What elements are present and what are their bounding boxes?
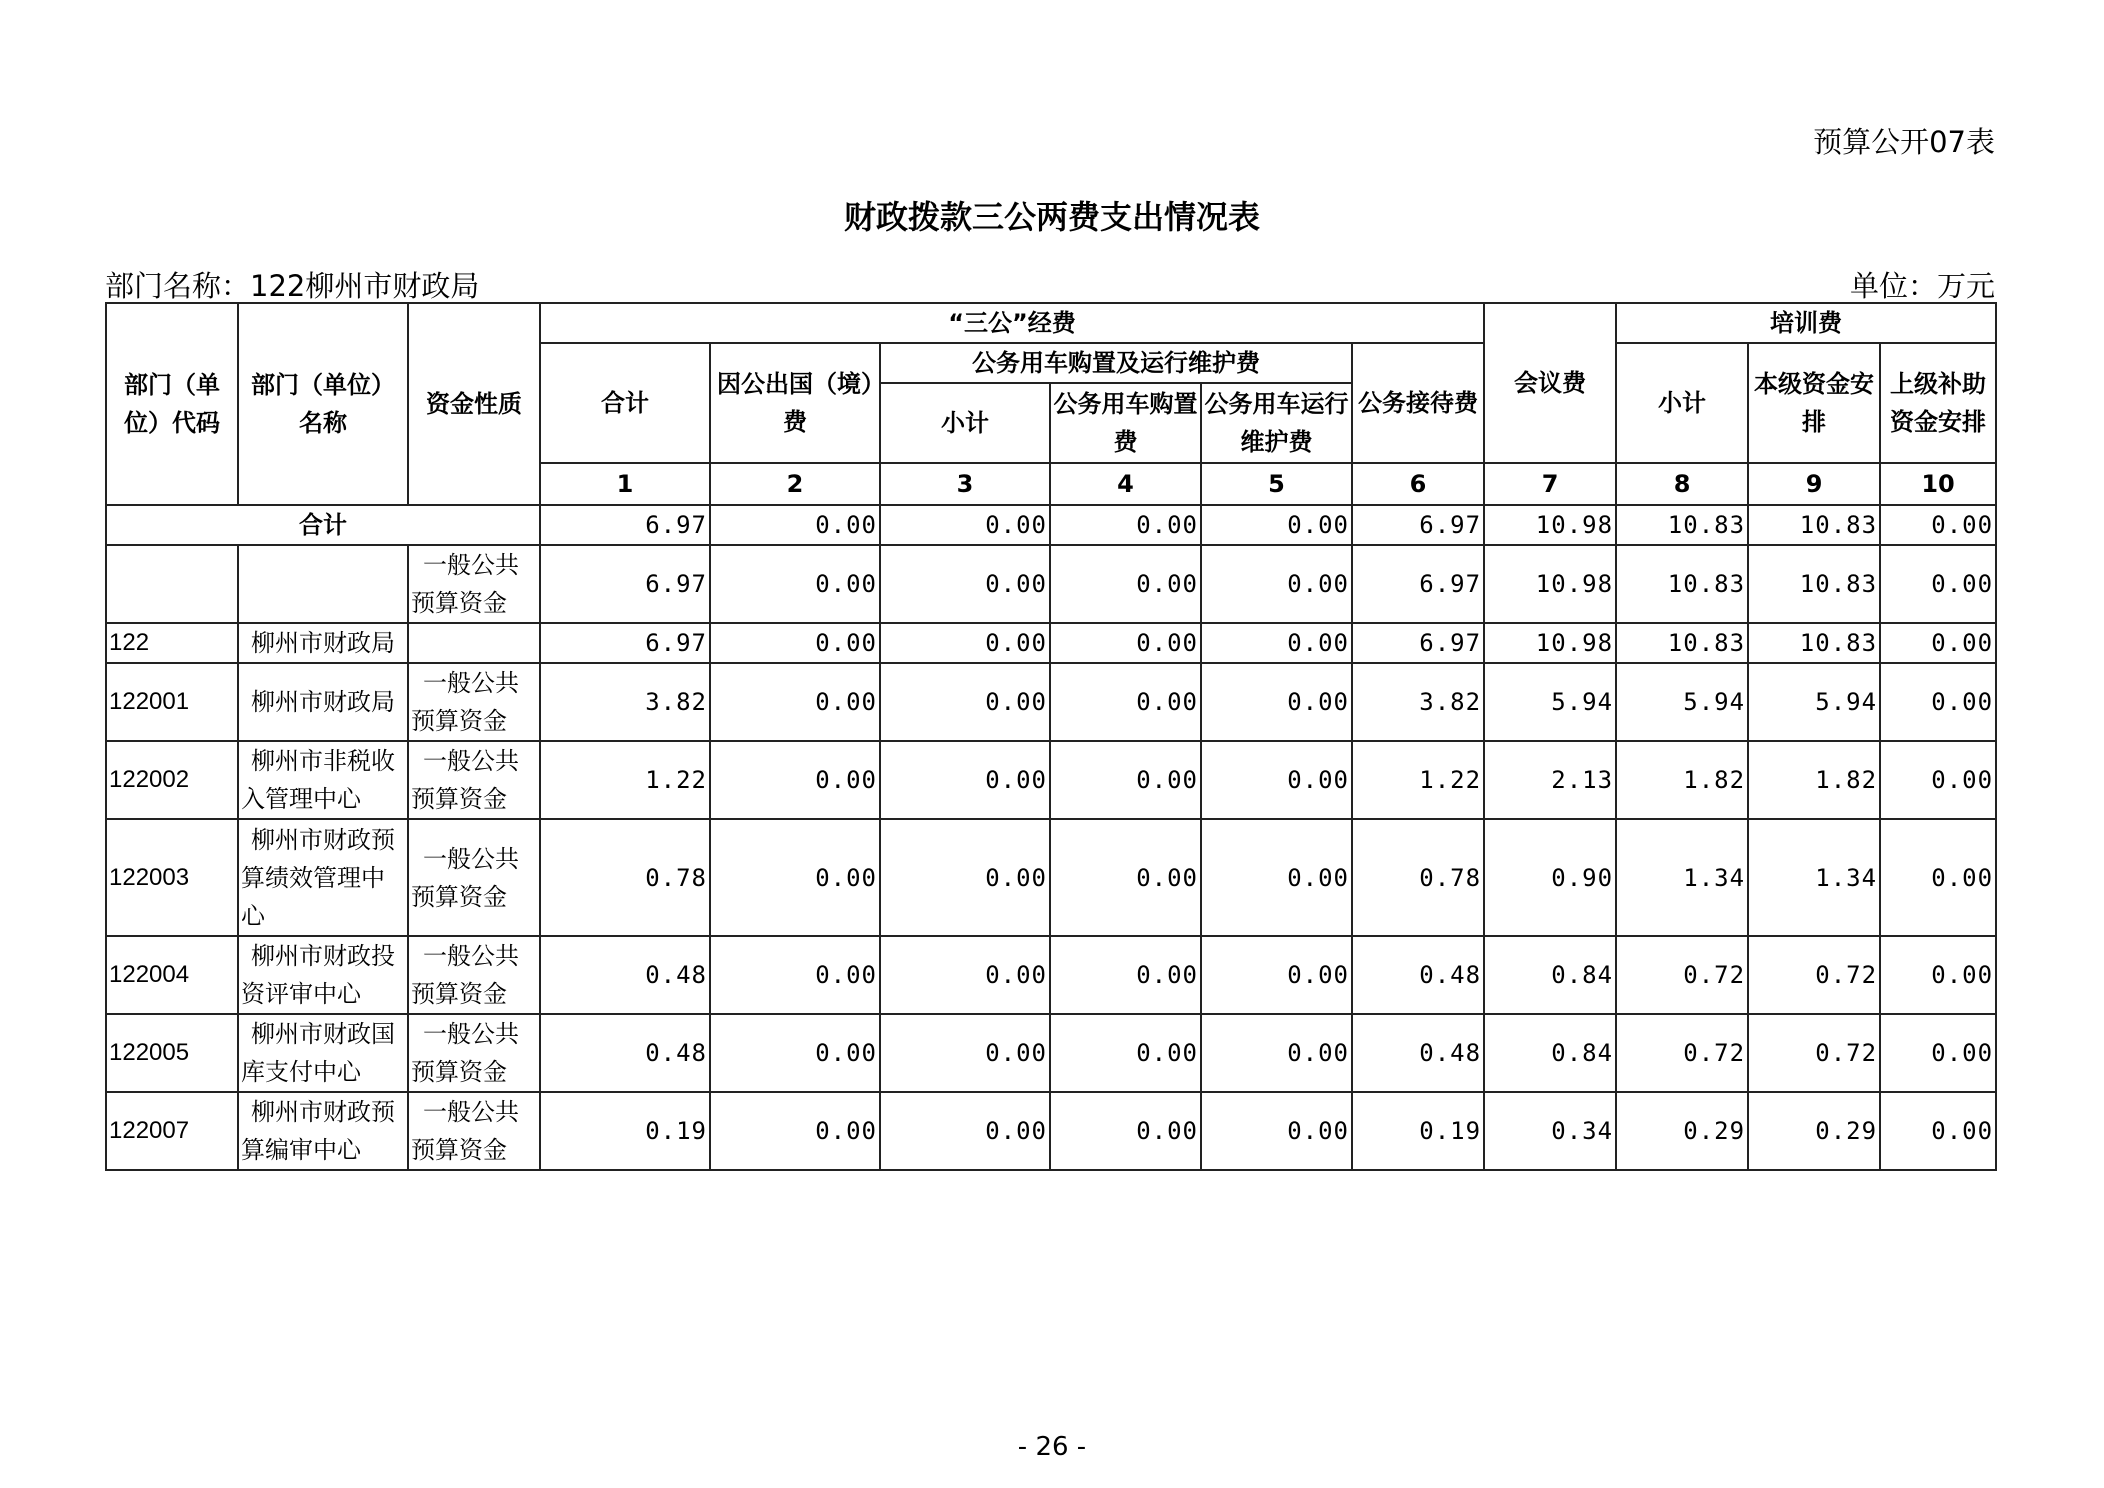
value-cell: 0.00 <box>880 1014 1050 1092</box>
column-number: 1 <box>540 463 710 505</box>
dept-code-cell: 122004 <box>106 936 238 1014</box>
table-row <box>106 1092 1996 1170</box>
value-cell: 3.82 <box>1352 663 1484 741</box>
dept-code-cell: 122 <box>106 623 238 663</box>
value-cell: 0.00 <box>1880 1092 1996 1170</box>
header-car-purchase: 公务用车购置费 <box>1050 383 1201 463</box>
value-cell: 0.00 <box>710 663 880 741</box>
header-train-local: 本级资金安排 <box>1748 343 1880 463</box>
value-cell: 1.34 <box>1748 819 1880 936</box>
value-cell: 0.00 <box>880 741 1050 819</box>
total-label: 合计 <box>106 505 540 545</box>
page-title: 财政拨款三公两费支出情况表 <box>843 198 1260 236</box>
value-cell: 6.97 <box>540 545 710 623</box>
value-cell: 10.98 <box>1484 623 1616 663</box>
table-row <box>106 819 1996 936</box>
value-cell: 0.72 <box>1748 1014 1880 1092</box>
value-cell: 0.72 <box>1616 936 1748 1014</box>
value-cell: 5.94 <box>1616 663 1748 741</box>
value-cell: 0.00 <box>710 741 880 819</box>
value-cell: 0.00 <box>1050 741 1201 819</box>
table-label: 预算公开07表 <box>1813 125 1995 159</box>
header-car-group: 公务用车购置及运行维护费 <box>880 343 1352 383</box>
value-cell: 0.00 <box>710 819 880 936</box>
value-cell: 5.94 <box>1484 663 1616 741</box>
fund-nature-cell <box>408 623 540 663</box>
value-cell: 0.00 <box>710 1014 880 1092</box>
dept-code-cell <box>106 545 238 623</box>
value-cell: 0.00 <box>880 819 1050 936</box>
value-cell: 0.00 <box>880 623 1050 663</box>
value-cell: 10.83 <box>1748 545 1880 623</box>
value-cell: 0.19 <box>1352 1092 1484 1170</box>
value-cell: 0.00 <box>1880 936 1996 1014</box>
value-cell: 2.13 <box>1484 741 1616 819</box>
value-cell: 0.84 <box>1484 936 1616 1014</box>
value-cell: 0.00 <box>1880 545 1996 623</box>
table-row <box>106 623 1996 663</box>
value-cell: 10.83 <box>1616 545 1748 623</box>
header-reception: 公务接待费 <box>1352 343 1484 463</box>
column-number: 2 <box>710 463 880 505</box>
fund-nature-cell: 一般公共预算资金 <box>408 819 540 936</box>
table-row <box>106 663 1996 741</box>
dept-code-cell: 122001 <box>106 663 238 741</box>
dept-name-cell: 柳州市非税收入管理中心 <box>238 741 408 819</box>
dept-code-cell: 122002 <box>106 741 238 819</box>
value-cell: 0.00 <box>1050 936 1201 1014</box>
header-total: 合计 <box>540 343 710 463</box>
value-cell: 0.34 <box>1484 1092 1616 1170</box>
total-value: 0.00 <box>880 505 1050 545</box>
dept-code-cell: 122005 <box>106 1014 238 1092</box>
total-value: 6.97 <box>540 505 710 545</box>
header-train-upper: 上级补助资金安排 <box>1880 343 1996 463</box>
value-cell: 0.00 <box>1880 663 1996 741</box>
value-cell: 0.00 <box>880 663 1050 741</box>
fund-nature-cell: 一般公共预算资金 <box>408 545 540 623</box>
total-value: 10.83 <box>1616 505 1748 545</box>
value-cell: 0.00 <box>710 1092 880 1170</box>
value-cell: 0.29 <box>1748 1092 1880 1170</box>
value-cell: 0.19 <box>540 1092 710 1170</box>
value-cell: 0.48 <box>540 1014 710 1092</box>
value-cell: 0.00 <box>1050 1092 1201 1170</box>
header-train-subtotal: 小计 <box>1616 343 1748 463</box>
header-nature: 资金性质 <box>408 303 540 505</box>
total-value: 10.98 <box>1484 505 1616 545</box>
value-cell: 0.29 <box>1616 1092 1748 1170</box>
column-number: 5 <box>1201 463 1352 505</box>
value-cell: 3.82 <box>540 663 710 741</box>
value-cell: 5.94 <box>1748 663 1880 741</box>
value-cell: 0.00 <box>1201 741 1352 819</box>
column-number: 8 <box>1616 463 1748 505</box>
table-row <box>106 1014 1996 1092</box>
value-cell: 0.00 <box>1880 819 1996 936</box>
total-value: 0.00 <box>1050 505 1201 545</box>
table-body <box>106 505 1996 1170</box>
unit-label: 单位：万元 <box>1849 269 1995 303</box>
total-row <box>106 505 1996 545</box>
header-meeting: 会议费 <box>1484 303 1616 463</box>
value-cell: 0.00 <box>1880 741 1996 819</box>
value-cell: 0.78 <box>540 819 710 936</box>
value-cell: 0.84 <box>1484 1014 1616 1092</box>
value-cell: 0.00 <box>1880 1014 1996 1092</box>
dept-name-cell: 柳州市财政投资评审中心 <box>238 936 408 1014</box>
value-cell: 0.90 <box>1484 819 1616 936</box>
dept-name-cell: 柳州市财政国库支付中心 <box>238 1014 408 1092</box>
value-cell: 10.83 <box>1748 623 1880 663</box>
value-cell: 0.00 <box>710 623 880 663</box>
value-cell: 0.48 <box>1352 936 1484 1014</box>
table-row <box>106 741 1996 819</box>
value-cell: 0.00 <box>710 545 880 623</box>
table-row <box>106 936 1996 1014</box>
dept-name-cell: 柳州市财政局 <box>238 623 408 663</box>
page-number: - 26 - <box>1017 1432 1087 1462</box>
value-cell: 0.00 <box>1050 663 1201 741</box>
value-cell: 1.34 <box>1616 819 1748 936</box>
dept-name-cell: 柳州市财政局 <box>238 663 408 741</box>
fund-nature-cell: 一般公共预算资金 <box>408 1092 540 1170</box>
header-code: 部门（单位）代码 <box>106 303 238 505</box>
value-cell: 1.22 <box>540 741 710 819</box>
department-label: 部门名称：122柳州市财政局 <box>105 269 480 303</box>
total-value: 10.83 <box>1748 505 1880 545</box>
value-cell: 1.22 <box>1352 741 1484 819</box>
value-cell: 1.82 <box>1616 741 1748 819</box>
value-cell: 0.00 <box>880 1092 1050 1170</box>
header-abroad: 因公出国（境）费 <box>710 343 880 463</box>
header-car-subtotal: 小计 <box>880 383 1050 463</box>
header-group-training: 培训费 <box>1616 303 1996 343</box>
value-cell: 0.72 <box>1748 936 1880 1014</box>
column-number: 9 <box>1748 463 1880 505</box>
dept-code-cell: 122007 <box>106 1092 238 1170</box>
value-cell: 0.00 <box>1201 1092 1352 1170</box>
value-cell: 1.82 <box>1748 741 1880 819</box>
value-cell: 0.72 <box>1616 1014 1748 1092</box>
fund-nature-cell: 一般公共预算资金 <box>408 936 540 1014</box>
column-number: 3 <box>880 463 1050 505</box>
value-cell: 0.00 <box>1050 819 1201 936</box>
column-number: 6 <box>1352 463 1484 505</box>
fund-nature-cell: 一般公共预算资金 <box>408 741 540 819</box>
total-value: 0.00 <box>710 505 880 545</box>
value-cell: 0.00 <box>1201 623 1352 663</box>
value-cell: 0.00 <box>1201 819 1352 936</box>
value-cell: 0.00 <box>1201 1014 1352 1092</box>
value-cell: 0.00 <box>1201 663 1352 741</box>
fund-nature-cell: 一般公共预算资金 <box>408 663 540 741</box>
budget-table <box>105 302 1997 1171</box>
column-number: 7 <box>1484 463 1616 505</box>
value-cell: 6.97 <box>1352 545 1484 623</box>
value-cell: 0.00 <box>880 545 1050 623</box>
header-group-sangong: “三公”经费 <box>540 303 1484 343</box>
value-cell: 0.00 <box>880 936 1050 1014</box>
column-number: 4 <box>1050 463 1201 505</box>
total-value: 0.00 <box>1201 505 1352 545</box>
value-cell: 0.48 <box>540 936 710 1014</box>
dept-name-cell <box>238 545 408 623</box>
value-cell: 0.00 <box>1050 623 1201 663</box>
value-cell: 10.83 <box>1616 623 1748 663</box>
value-cell: 0.00 <box>1201 936 1352 1014</box>
value-cell: 6.97 <box>1352 623 1484 663</box>
total-value: 0.00 <box>1880 505 1996 545</box>
dept-name-cell: 柳州市财政预算编审中心 <box>238 1092 408 1170</box>
value-cell: 0.00 <box>1050 545 1201 623</box>
value-cell: 0.48 <box>1352 1014 1484 1092</box>
header-name: 部门（单位）名称 <box>238 303 408 505</box>
value-cell: 0.00 <box>1201 545 1352 623</box>
value-cell: 0.78 <box>1352 819 1484 936</box>
value-cell: 0.00 <box>710 936 880 1014</box>
value-cell: 0.00 <box>1050 1014 1201 1092</box>
fund-nature-cell: 一般公共预算资金 <box>408 1014 540 1092</box>
table-header <box>106 303 1996 505</box>
total-value: 6.97 <box>1352 505 1484 545</box>
dept-code-cell: 122003 <box>106 819 238 936</box>
value-cell: 0.00 <box>1880 623 1996 663</box>
header-car-maintain: 公务用车运行维护费 <box>1201 383 1352 463</box>
table-row <box>106 545 1996 623</box>
dept-name-cell: 柳州市财政预算绩效管理中心 <box>238 819 408 936</box>
value-cell: 10.98 <box>1484 545 1616 623</box>
column-number: 10 <box>1880 463 1996 505</box>
value-cell: 6.97 <box>540 623 710 663</box>
